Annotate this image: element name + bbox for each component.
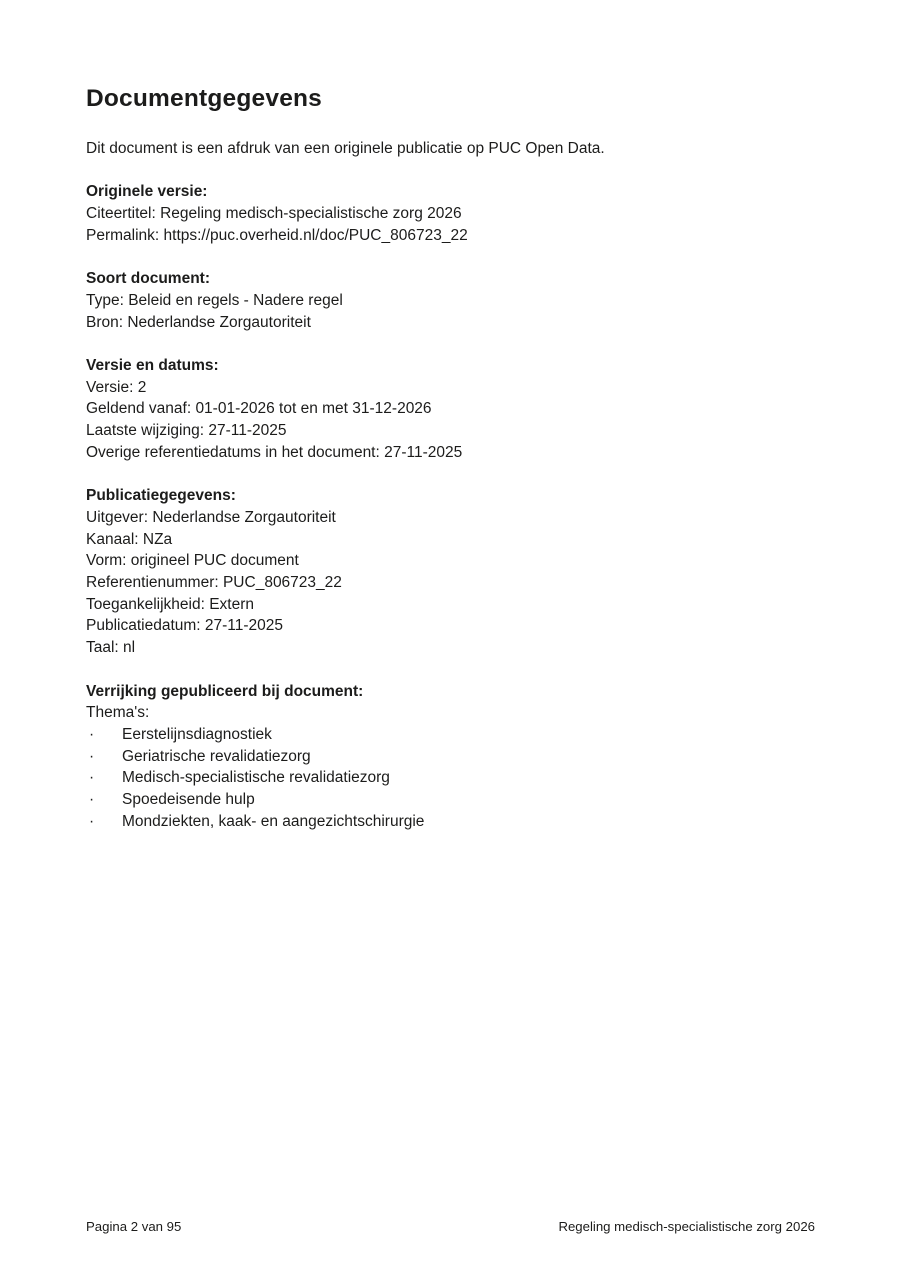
document-section xyxy=(86,681,815,833)
bullet-item xyxy=(86,746,815,768)
section-heading: Publicatiegegevens: xyxy=(86,487,236,505)
section-line: Citeertitel: Regeling medisch-specialistische zorg 2026 xyxy=(86,205,462,223)
section-line: Type: Beleid en regels - Nadere regel xyxy=(86,291,343,309)
section-line: Publicatiedatum: 27-11-2025 xyxy=(86,617,284,635)
section-line: Permalink: https://puc.overheid.nl/doc/PUC_806723_22 xyxy=(86,226,468,244)
bullet-text: Geriatrische revalidatiezorg xyxy=(122,747,311,765)
bullet-text: Spoedeisende hulp xyxy=(122,791,255,809)
bullet-marker: · xyxy=(89,747,95,765)
document-section xyxy=(86,181,815,246)
page-footer xyxy=(86,1219,815,1235)
section-heading: Versie en datums: xyxy=(86,356,219,374)
document-section xyxy=(86,268,815,333)
section-heading: Originele versie: xyxy=(86,183,208,201)
bullet-marker: · xyxy=(89,791,95,809)
bullet-marker: · xyxy=(89,725,95,743)
section-line: Vorm: origineel PUC document xyxy=(86,552,299,570)
section-line: Versie: 2 xyxy=(86,378,147,396)
section-line: Bron: Nederlandse Zorgautoriteit xyxy=(86,313,311,331)
section-line: Thema's: xyxy=(86,704,150,722)
section-line: Toegankelijkheid: Extern xyxy=(86,595,255,613)
bullet-marker: · xyxy=(89,769,95,787)
footer-document-title: Regeling medisch-specialistische zorg 2026 xyxy=(558,1219,815,1234)
section-line: Uitgever: Nederlandse Zorgautoriteit xyxy=(86,508,336,526)
theme-list xyxy=(86,724,815,833)
document-section xyxy=(86,485,815,659)
bullet-text: Mondziekten, kaak- en aangezichtschirurgie xyxy=(122,812,425,830)
bullet-text: Medisch-specialistische revalidatiezorg xyxy=(122,769,390,787)
bullet-item xyxy=(86,724,815,746)
section-line: Taal: nl xyxy=(86,639,136,657)
footer-page-number: Pagina 2 van 95 xyxy=(86,1219,182,1234)
metadata-sections xyxy=(86,181,815,832)
section-line: Referentienummer: PUC_806723_22 xyxy=(86,574,342,591)
bullet-item xyxy=(86,789,815,811)
bullet-text: Eerstelijnsdiagnostiek xyxy=(122,725,272,743)
bullet-marker: · xyxy=(89,812,95,830)
document-section xyxy=(86,355,815,464)
section-heading: Verrijking gepubliceerd bij document: xyxy=(86,682,364,700)
section-line: Kanaal: NZa xyxy=(86,530,173,548)
bullet-item xyxy=(86,767,815,789)
page-title: Documentgegevens xyxy=(86,85,323,112)
intro-text: Dit document is een afdruk van een originele publicatie op PUC Open Data. xyxy=(86,140,605,157)
section-line: Overige referentiedatums in het document: 27-11-2025 xyxy=(86,443,463,461)
bullet-item xyxy=(86,811,815,833)
section-heading: Soort document: xyxy=(86,270,210,288)
section-line: Geldend vanaf: 01-01-2026 tot en met 31-12-2026 xyxy=(86,400,432,418)
document-content xyxy=(86,86,815,832)
section-line: Laatste wijziging: 27-11-2025 xyxy=(86,422,287,440)
